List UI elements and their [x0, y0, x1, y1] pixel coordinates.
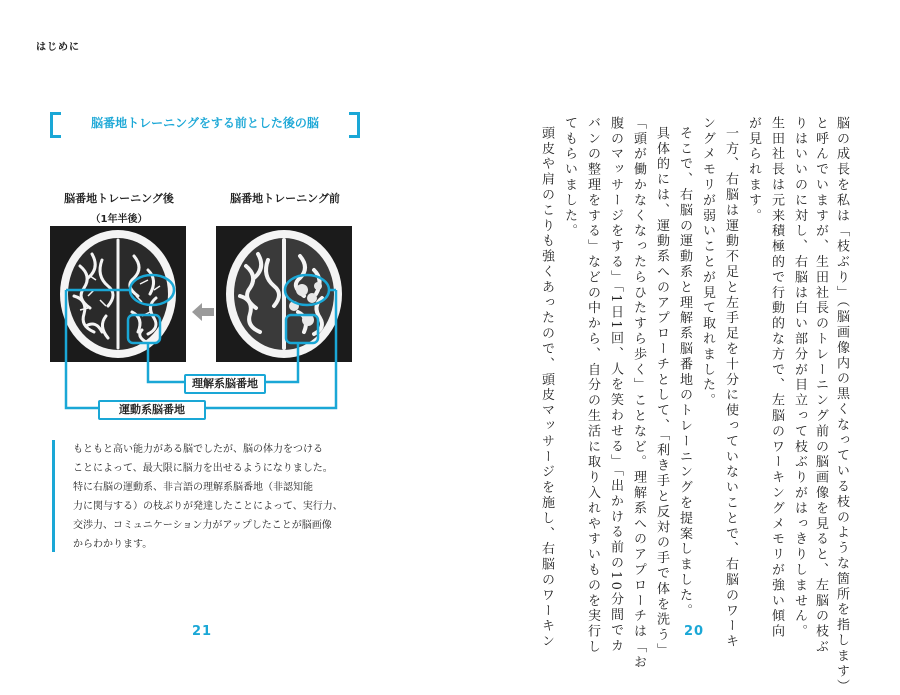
body-column: りはいいのに対し、右脳は白い部分が目立って枝ぶりがはっきりしません。 [792, 116, 807, 640]
label-after-sub: （1年半後） [90, 214, 148, 225]
callout-understanding-area: 理解系脳番地 [184, 374, 266, 394]
body-column: バンの整理をする」などの中から、自分の生活に取り入れやすいものを実行し [585, 116, 600, 655]
label-before: 脳番地トレーニング前 [230, 192, 340, 205]
body-column: 具体的には、運動系へのアプローチとして、「利き手と反対の手で体を洗う」 [654, 126, 669, 659]
callout-motor-area: 運動系脳番地 [98, 400, 206, 420]
page-number-left: 21 [192, 624, 213, 639]
body-column: 「頭が働かなくなったらひたすら歩く」ことなど。理解系へのアプローチは「お [631, 116, 646, 671]
running-head: はじめに [36, 42, 80, 53]
caption-line: からわかります。 [73, 539, 153, 550]
left-page [0, 0, 450, 661]
figure-caption [52, 440, 373, 552]
body-column: が見られます。 [746, 116, 761, 224]
figure-title: 脳番地トレーニングをする前とした後の脳 [91, 116, 319, 130]
body-column: 一方、右脳は運動不足と左手足を十分に使っていないことで、右脳のワーキ [723, 126, 738, 650]
caption-line: 力に関与する）の枝ぶりが発達したことによって、実行力、 [73, 501, 343, 512]
caption-line: ことによって、最大限に脳力を出せるようになりました。 [73, 463, 333, 474]
body-column: そこで、右脳の運動系と理解系脳番地のトレーニングを提案しました。 [677, 126, 692, 619]
caption-line: 交渉力、コミュニケーション力がアップしたことが脳画像 [73, 520, 332, 531]
body-column: 脳の成長を私は「枝ぶり」（脳画像内の黒くなっている枝のような箇所を指します） [834, 116, 849, 695]
right-page [450, 0, 900, 695]
body-column: 頭皮や肩のこりも強くあったので、頭皮マッサージを施し、右脳のワーキン [539, 126, 554, 650]
page-number-right: 20 [684, 624, 705, 639]
label-after: 脳番地トレーニング後 [64, 192, 174, 205]
body-column: 生田社長は元来積極的で行動的な方で、左脳のワーキングメモリが強い傾向 [769, 116, 784, 640]
body-column: てもらいました。 [562, 116, 577, 240]
body-column: と呼んでいますが、生田社長のトレーニング前の脳画像を見ると、左脳の枝ぶ [813, 116, 828, 655]
body-column: ングメモリが弱いことが見て取れました。 [700, 116, 715, 409]
caption-line: もともと高い能力がある脳でしたが、脳の体力をつける [73, 444, 323, 455]
caption-line: 特に右脳の運動系、非言語の理解系脳番地（非認知能 [73, 482, 313, 493]
annotation-overlay [0, 0, 450, 661]
body-column: 腹のマッサージをする」「1日1回、人を笑わせる」「出かける前の10分間でカ [608, 116, 623, 654]
